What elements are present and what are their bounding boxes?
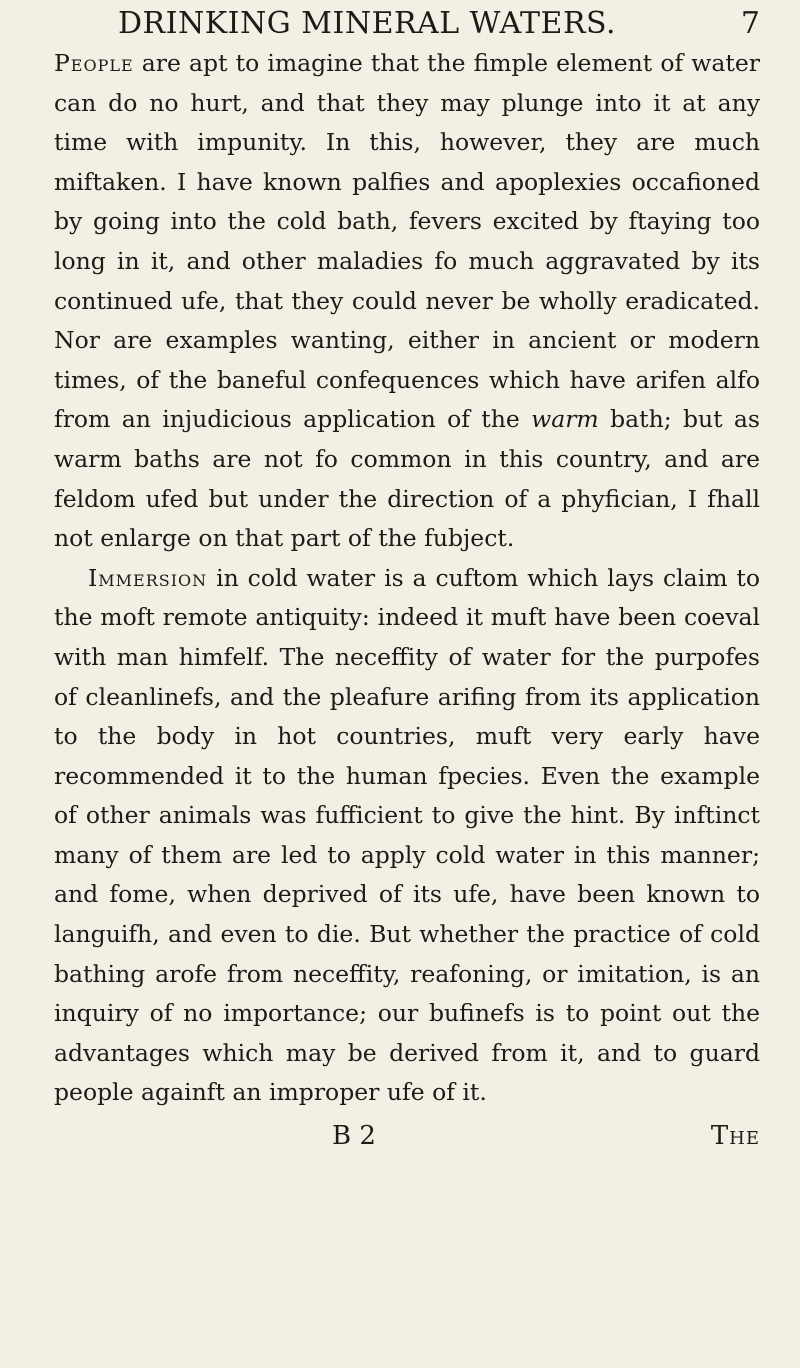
running-head xyxy=(54,4,760,44)
paragraph-people xyxy=(54,44,760,559)
page-number: 7 xyxy=(740,6,760,41)
italic-word: warm xyxy=(531,405,599,434)
body-text xyxy=(54,44,760,1113)
catchword: The xyxy=(710,1121,760,1152)
paragraph-lead-word: People xyxy=(54,49,134,77)
paragraph-immersion xyxy=(54,559,760,1113)
paragraph-text: are apt to imagine that the fimple element of water can do no hurt, and that they may plunge into it at any time with impunity. In this, however, they are much miftaken. I have known palfies and apoplexies occafioned by going into the cold bath, fevers excited by ftaying too long in it, and other maladies fo much aggravated by its continued ufe, that they could never be wholly eradicated. Nor are examples wanting, either in ancient or modern times, of the baneful confequences which have arifen alfo from an injudicious application of the xyxy=(54,49,760,434)
page-footer xyxy=(54,1121,760,1165)
paragraph-text: in cold water is a cuftom which lays claim to the moft remote antiquity: indeed it muft have been coeval with man himfelf. The neceffity of water for the purpofes of cleanlinefs, and the pleafure arifing from its application to the body in hot countries, muft very early have recommended it to the human fpecies. Even the example of other animals was fufficient to give the hint. By inftinct many of them are led to apply cold water in this manner; and fome, when deprived of its ufe, have been known to languifh, and even to die. But whether the practice of cold bathing arofe from neceffity, reafoning, or imitation, is an inquiry of no importance; our bufinefs is to point out the advantages which may be derived from it, and to guard people againft an improper ufe of it. xyxy=(54,563,760,1107)
paragraph-lead-word: Immersion xyxy=(88,563,208,592)
running-title: DRINKING MINERAL WATERS. xyxy=(118,6,617,41)
paragraph-text: bath; but as warm baths are not fo common in this country, and are feldom ufed but under the direction of a phyfician, I fhall not enlarge on that part of the fubject. xyxy=(54,405,760,553)
signature-mark: B 2 xyxy=(332,1121,376,1152)
